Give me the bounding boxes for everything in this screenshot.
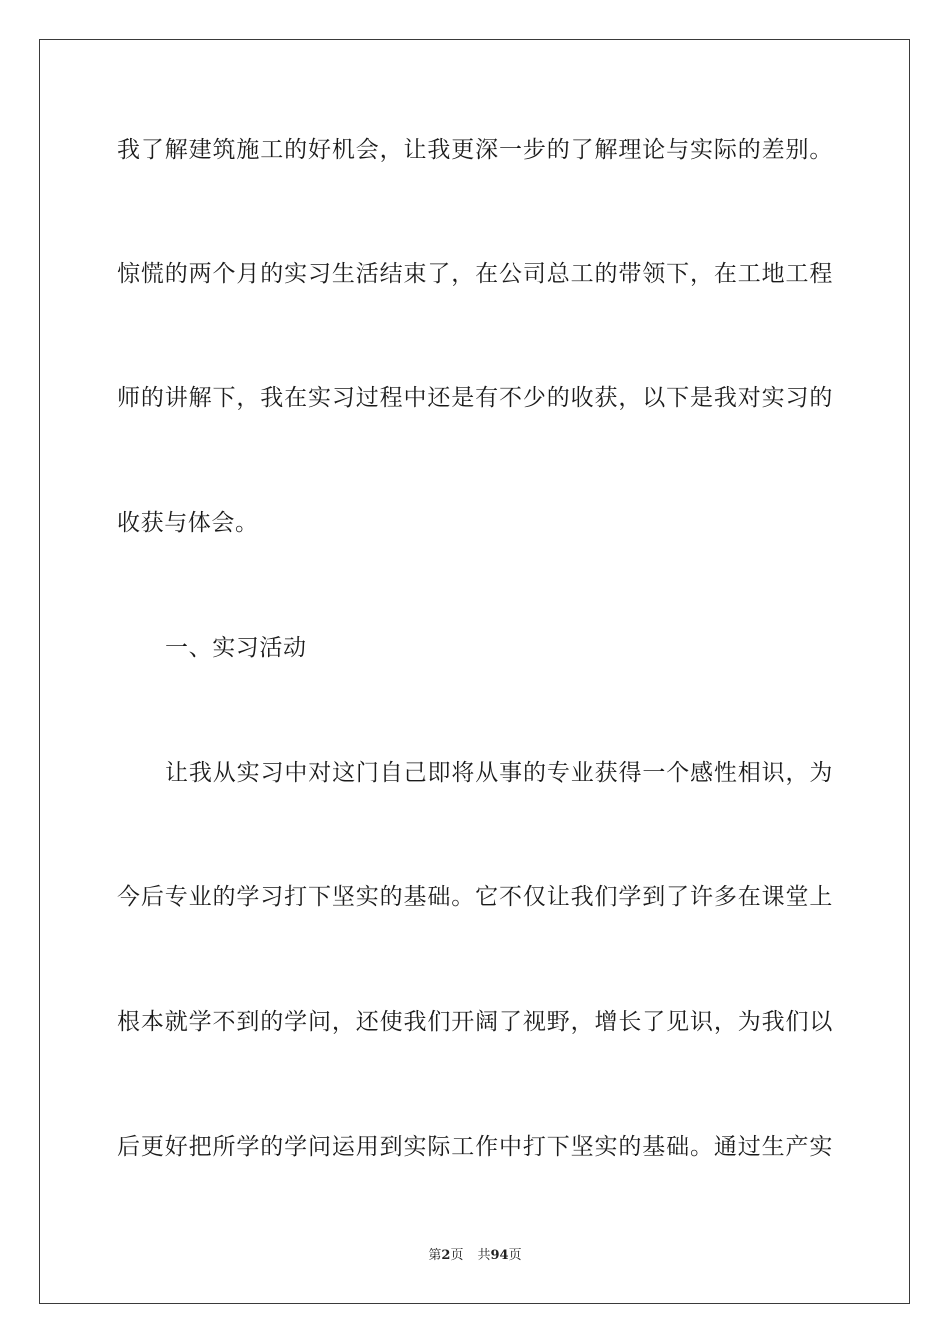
page-footer xyxy=(0,1247,950,1265)
footer-page-suffix: 页 xyxy=(450,1248,464,1263)
body-line-3: 师的讲解下，我在实习过程中还是有不少的收获，以下是我对实习的 xyxy=(117,385,833,411)
footer-total-suffix: 页 xyxy=(508,1248,522,1263)
page-border xyxy=(39,39,910,1304)
section-heading: 一、实习活动 xyxy=(165,635,307,661)
footer-total-number: 94 xyxy=(490,1248,509,1263)
body-line-6: 让我从实习中对这门自己即将从事的专业获得一个感性相识，为 xyxy=(165,760,833,786)
body-line-7: 今后专业的学习打下坚实的基础。它不仅让我们学到了许多在课堂上 xyxy=(117,884,833,910)
body-line-8: 根本就学不到的学问，还使我们开阔了视野，增长了见识，为我们以 xyxy=(117,1009,833,1035)
body-line-9: 后更好把所学的学问运用到实际工作中打下坚实的基础。通过生产实 xyxy=(117,1134,833,1160)
footer-page-prefix: 第 xyxy=(428,1248,442,1263)
body-line-4: 收获与体会。 xyxy=(117,510,259,536)
footer-total-prefix: 共 xyxy=(477,1248,491,1263)
body-line-1: 我了解建筑施工的好机会，让我更深一步的了解理论与实际的差别。 xyxy=(117,137,833,163)
footer-page-number: 2 xyxy=(441,1248,451,1263)
body-line-2: 惊慌的两个月的实习生活结束了，在公司总工的带领下，在工地工程 xyxy=(117,261,833,287)
